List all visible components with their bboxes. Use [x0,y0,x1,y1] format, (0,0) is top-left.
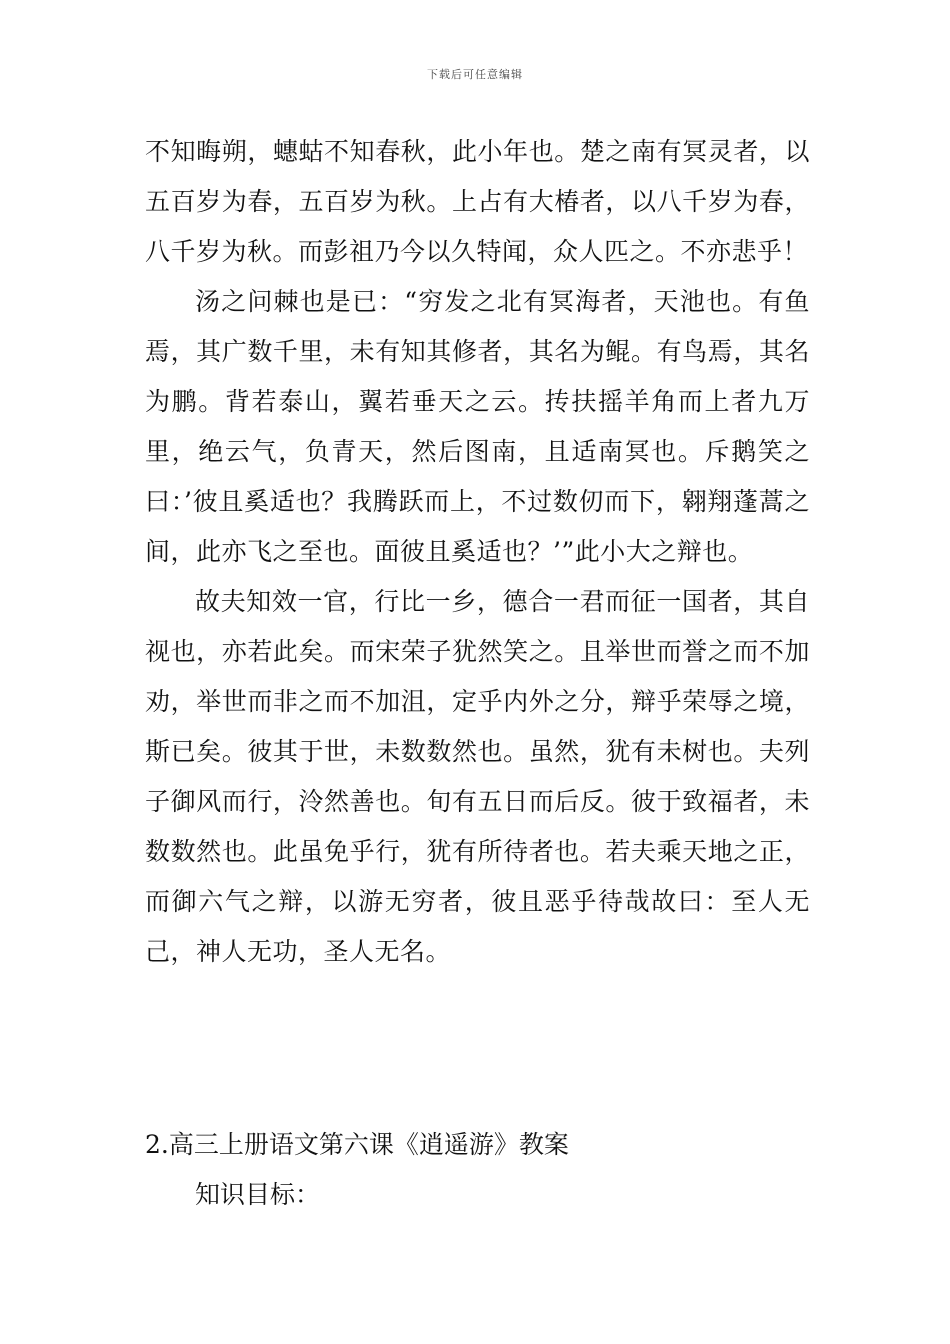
sub-heading: 知识目标： [195,1180,321,1209]
paragraph-3: 故夫知效一官，行比一乡，德合一君而征一国者，其自视也，亦若此矣。而宋荣子犹然笑之。且举世而誉之而不加劝，举世而非之而不加沮，定乎内外之分，辩乎荣辱之境，斯已矣。彼其于世，未数数然也。虽然，犹有未树也。夫列子御风而行，泠然善也。旬有五日而后反。彼于致福者，未数数然也。此虽免乎行，犹有所待者也。若夫乘天地之正，而御六气之辩，以游无穷者，彼且恶乎待哉故曰：至人无己，神人无功，圣人无名。 [145,587,810,966]
section-title: 2.高三上册语文第六课《逍遥游》教案 [145,1130,569,1159]
paragraph-1: 不知晦朔，蟪蛄不知春秋，此小年也。楚之南有冥灵者，以五百岁为春，五百岁为秋。上占有大椿者，以八千岁为春，八千岁为秋。而彭祖乃今以久特闻，众人匹之。不亦悲乎！ [145,137,810,266]
body-text [145,127,810,977]
page-header-note: 下载后可任意编辑 [427,68,523,81]
paragraph-2: 汤之问棘也是已：“穷发之北有冥海者，天池也。有鱼焉，其广数千里，未有知其修者，其名为鲲。有鸟焉，其名为鹏。背若泰山，翼若垂天之云。抟扶摇羊角而上者九万里，绝云气，负青天，然后图南，且适南冥也。斥鹅笑之曰：’彼且奚适也？我腾跃而上，不过数仞而下，翱翔蓬蒿之间，此亦飞之至也。面彼且奚适也？’”此小大之辩也。 [145,287,810,566]
